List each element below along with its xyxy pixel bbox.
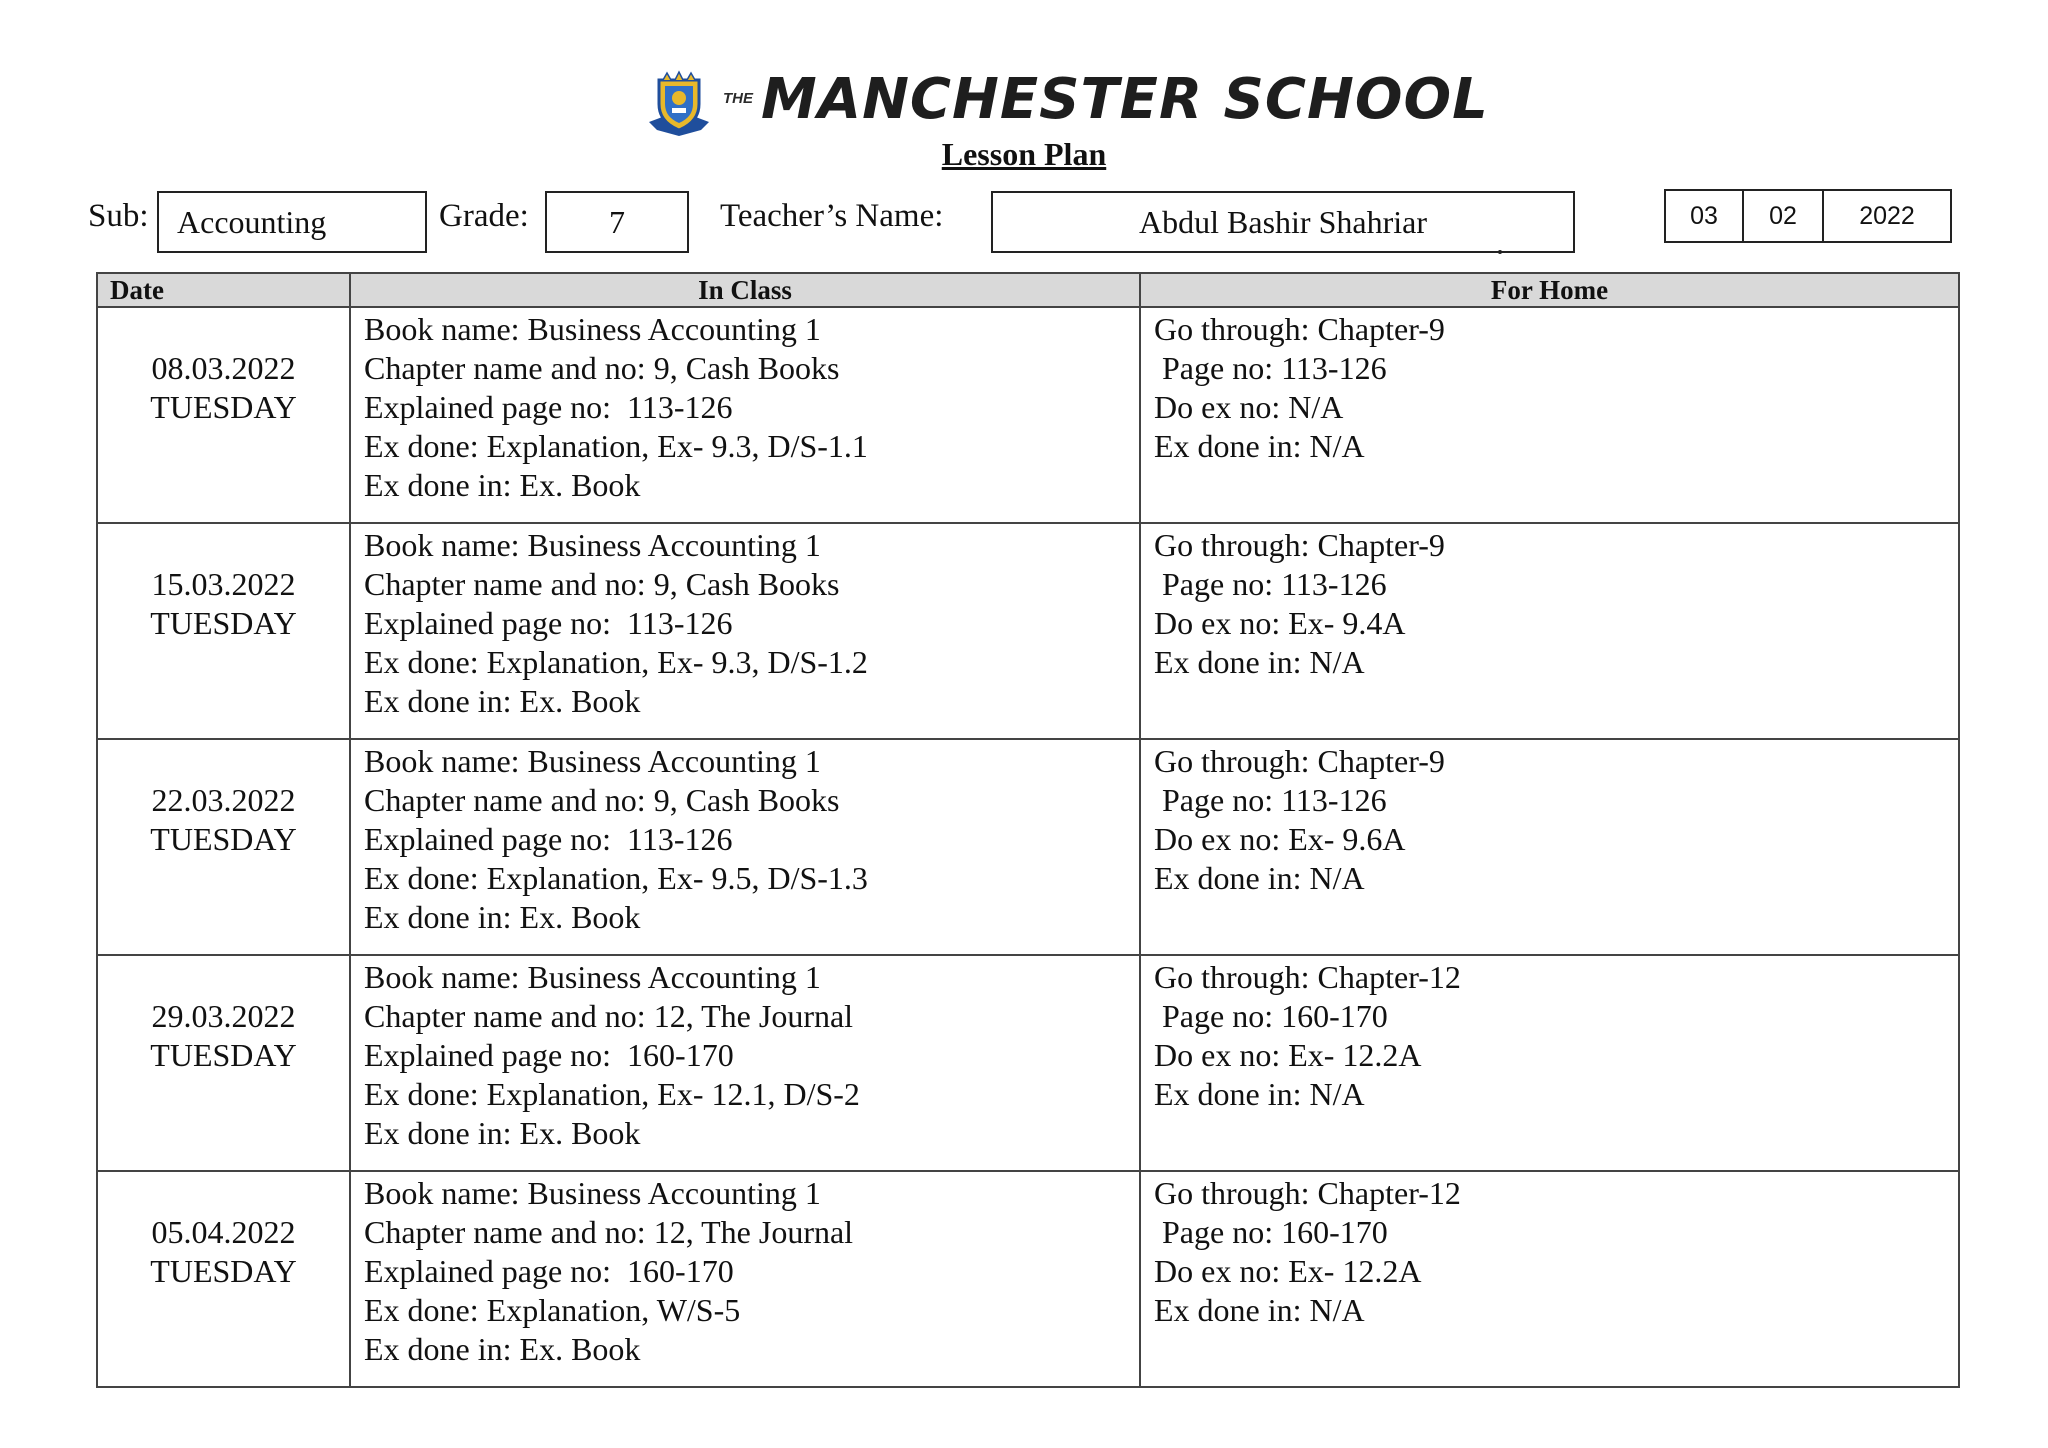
logo-school-name: MANCHESTER SCHOOL: [761, 67, 1489, 132]
in-class-line: Ex done: Explanation, Ex- 9.3, D/S-1.1: [364, 428, 868, 464]
lesson-day: TUESDAY: [150, 389, 297, 425]
in-class-cell: [350, 523, 1140, 739]
for-home-line: Ex done in: N/A: [1154, 644, 1365, 680]
for-home-line: Go through: Chapter-9: [1154, 743, 1445, 779]
lesson-date: 05.04.2022: [151, 1214, 296, 1250]
in-class-line: Chapter name and no: 12, The Journal: [364, 1214, 854, 1250]
subject-field[interactable]: Accounting: [157, 191, 427, 253]
in-class-line: Ex done: Explanation, Ex- 9.5, D/S-1.3: [364, 860, 868, 896]
in-class-line: Book name: Business Accounting 1: [364, 1175, 821, 1211]
date-cell: [97, 523, 350, 739]
in-class-line: Ex done: Explanation, W/S-5: [364, 1292, 741, 1328]
table-header-row: [97, 273, 1959, 307]
lesson-date: 22.03.2022: [151, 782, 296, 818]
date-cell: [97, 955, 350, 1171]
date-day[interactable]: 03: [1666, 191, 1744, 241]
for-home-cell: [1140, 739, 1959, 955]
for-home-line: Page no: 113-126: [1154, 350, 1387, 386]
grade-label: Grade:: [439, 198, 529, 234]
table-row: [97, 739, 1959, 955]
lesson-date: 15.03.2022: [151, 566, 296, 602]
table-row: [97, 955, 1959, 1171]
teacher-name-label: Teacher’s Name:: [720, 198, 944, 234]
in-class-line: Book name: Business Accounting 1: [364, 311, 821, 347]
in-class-line: Chapter name and no: 9, Cash Books: [364, 566, 840, 602]
logo-the-text: THE: [723, 90, 753, 107]
in-class-line: Ex done in: Ex. Book: [364, 683, 641, 719]
in-class-line: Explained page no: 113-126: [364, 821, 733, 857]
in-class-line: Ex done in: Ex. Book: [364, 1331, 641, 1367]
in-class-line: Explained page no: 113-126: [364, 605, 733, 641]
for-home-line: Ex done in: N/A: [1154, 860, 1365, 896]
in-class-line: Chapter name and no: 12, The Journal: [364, 998, 854, 1034]
in-class-line: Explained page no: 160-170: [364, 1037, 734, 1073]
for-home-line: Ex done in: N/A: [1154, 1292, 1365, 1328]
in-class-cell: [350, 307, 1140, 523]
lesson-plan-table: [96, 272, 1960, 1388]
for-home-line: Do ex no: Ex- 9.6A: [1154, 821, 1406, 857]
in-class-line: Ex done in: Ex. Book: [364, 899, 641, 935]
column-header-date: Date: [97, 273, 350, 307]
in-class-line: Explained page no: 160-170: [364, 1253, 734, 1289]
for-home-line: Page no: 160-170: [1154, 1214, 1388, 1250]
date-cell: [97, 1171, 350, 1387]
column-header-in-class: In Class: [350, 273, 1140, 307]
column-header-for-home: For Home: [1140, 273, 1959, 307]
for-home-line: Do ex no: Ex- 12.2A: [1154, 1037, 1422, 1073]
for-home-line: Do ex no: Ex- 9.4A: [1154, 605, 1406, 641]
for-home-cell: [1140, 955, 1959, 1171]
date-cell: [97, 307, 350, 523]
stray-dot: [1498, 250, 1502, 254]
for-home-cell: [1140, 523, 1959, 739]
for-home-line: Do ex no: N/A: [1154, 389, 1344, 425]
in-class-line: Chapter name and no: 9, Cash Books: [364, 350, 840, 386]
for-home-line: Go through: Chapter-9: [1154, 311, 1445, 347]
for-home-line: Page no: 160-170: [1154, 998, 1388, 1034]
for-home-line: Page no: 113-126: [1154, 566, 1387, 602]
date-month[interactable]: 02: [1744, 191, 1824, 241]
date-cell: [97, 739, 350, 955]
for-home-line: Page no: 113-126: [1154, 782, 1387, 818]
in-class-line: Book name: Business Accounting 1: [364, 527, 821, 563]
grade-field[interactable]: 7: [545, 191, 689, 253]
for-home-line: Go through: Chapter-12: [1154, 1175, 1461, 1211]
date-year[interactable]: 2022: [1859, 201, 1915, 230]
in-class-line: Book name: Business Accounting 1: [364, 743, 821, 779]
table-row: [97, 307, 1959, 523]
lesson-day: TUESDAY: [150, 821, 297, 857]
in-class-line: Ex done in: Ex. Book: [364, 1115, 641, 1151]
in-class-cell: [350, 955, 1140, 1171]
subject-label: Sub:: [88, 198, 149, 234]
lesson-day: TUESDAY: [150, 1253, 297, 1289]
lesson-date: 08.03.2022: [151, 350, 296, 386]
for-home-line: Ex done in: N/A: [1154, 428, 1365, 464]
in-class-cell: [350, 1171, 1140, 1387]
in-class-line: Chapter name and no: 9, Cash Books: [364, 782, 840, 818]
in-class-cell: [350, 739, 1140, 955]
table-row: [97, 1171, 1959, 1387]
in-class-line: Book name: Business Accounting 1: [364, 959, 821, 995]
school-crest-icon: [643, 70, 715, 142]
lesson-day: TUESDAY: [150, 605, 297, 641]
table-row: [97, 523, 1959, 739]
for-home-line: Ex done in: N/A: [1154, 1076, 1365, 1112]
date-field: [1664, 189, 1952, 243]
in-class-line: Ex done: Explanation, Ex- 12.1, D/S-2: [364, 1076, 860, 1112]
for-home-line: Go through: Chapter-9: [1154, 527, 1445, 563]
lesson-day: TUESDAY: [150, 1037, 297, 1073]
page-title: Lesson Plan: [941, 136, 1107, 172]
for-home-line: Go through: Chapter-12: [1154, 959, 1461, 995]
in-class-line: Explained page no: 113-126: [364, 389, 733, 425]
in-class-line: Ex done in: Ex. Book: [364, 467, 641, 503]
in-class-line: Ex done: Explanation, Ex- 9.3, D/S-1.2: [364, 644, 868, 680]
for-home-cell: [1140, 307, 1959, 523]
for-home-cell: [1140, 1171, 1959, 1387]
for-home-line: Do ex no: Ex- 12.2A: [1154, 1253, 1422, 1289]
teacher-name-field[interactable]: Abdul Bashir Shahriar: [991, 191, 1575, 253]
lesson-date: 29.03.2022: [151, 998, 296, 1034]
